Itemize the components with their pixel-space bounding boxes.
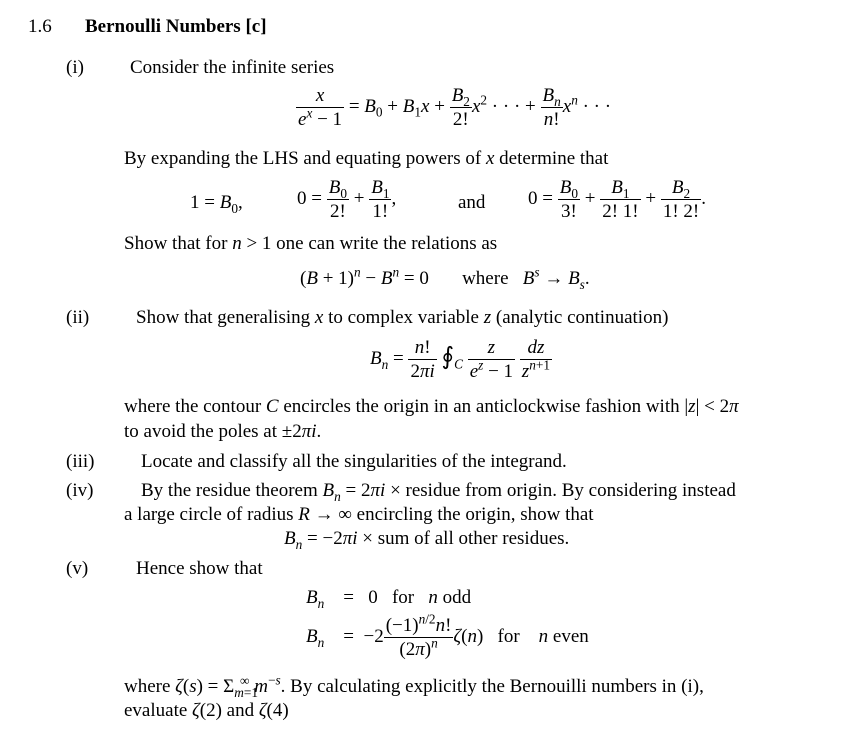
umbral-relation: $(B + 1)^n - B^n = 0$ where $B^s \to B_s$. (300, 264, 590, 292)
contour-integral: $B_n$ = $\frac{n!}{2\pi i}$ $∮_C$ $\frac{z}{e^z - 1}$ $\frac{dz}{z^{n+1}}$ (370, 337, 550, 382)
part-iv-equation: $B_n = -2\pi i$ × sum of all other residues. (284, 528, 570, 552)
section-number: 1.6 (28, 16, 52, 37)
part-v-label: (v) (66, 558, 89, 579)
part-iii-text: Locate and classify all the singularities of the integrand. (141, 451, 567, 472)
bn-even-equation: $B_n$ = −2 $\frac{(-1)^{n/2}n!}{(2\pi)^n}$ ζ(n) for n even (306, 611, 589, 660)
relation-b1: 0 = $\frac{B_0}{2!}$ + $\frac{B_1}{1!}$ , (297, 177, 397, 222)
bn-odd-equation: $B_n$ = 0 for n odd (306, 587, 472, 611)
part-ii-label: (ii) (66, 307, 90, 328)
contour-text-2: to avoid the poles at ±2πi. (124, 421, 322, 442)
part-ii-text: Show that generalising x to complex variable z (analytic continuation) (136, 307, 669, 328)
relation-b2: 0 = $\frac{B_0}{3!}$ + $\frac{B_1}{2! 1!}$ + $\frac{B_2}{1! 2!}$ . (528, 177, 706, 222)
part-v-text: Hence show that (136, 558, 263, 579)
contour-text-1: where the contour C encircles the origin in an anticlockwise fashion with |z| < 2π (124, 396, 739, 417)
expand-text: By expanding the LHS and equating powers of x determine that (124, 148, 609, 169)
relation-b0: $1 = B_0$, (190, 192, 243, 216)
part-i-intro: Consider the infinite series (130, 57, 335, 78)
section-title: Bernoulli Numbers [c] (85, 16, 267, 37)
part-iv-text-1: By the residue theorem $B_n = 2\pi i$ × residue from origin. By considering instead (141, 480, 736, 504)
series-equation: $\frac{x}{e^x - 1}$ = $B_0 + B_1x$ + $\frac{B_2}{2!}$ $x^2$ · · · + $\frac{B_n}{n!}$ $x^n$ · · · (298, 85, 612, 130)
part-iv-label: (iv) (66, 480, 94, 501)
relations-text: Show that for n > 1 one can write the relations as (124, 233, 498, 254)
final-text-1: where $\zeta(s) = \Sigma_{m=1}^\infty$ $m^{-s}$. By calculating explicitly the Bernouilli numbers in (i), (124, 672, 704, 700)
final-text-2: evaluate ζ(2) and ζ(4) (124, 700, 289, 721)
part-iv-text-2: a large circle of radius R → ∞ encircling the origin, show that (124, 504, 594, 525)
part-i-label: (i) (66, 57, 84, 78)
and-word: and (458, 192, 486, 213)
part-iii-label: (iii) (66, 451, 95, 472)
